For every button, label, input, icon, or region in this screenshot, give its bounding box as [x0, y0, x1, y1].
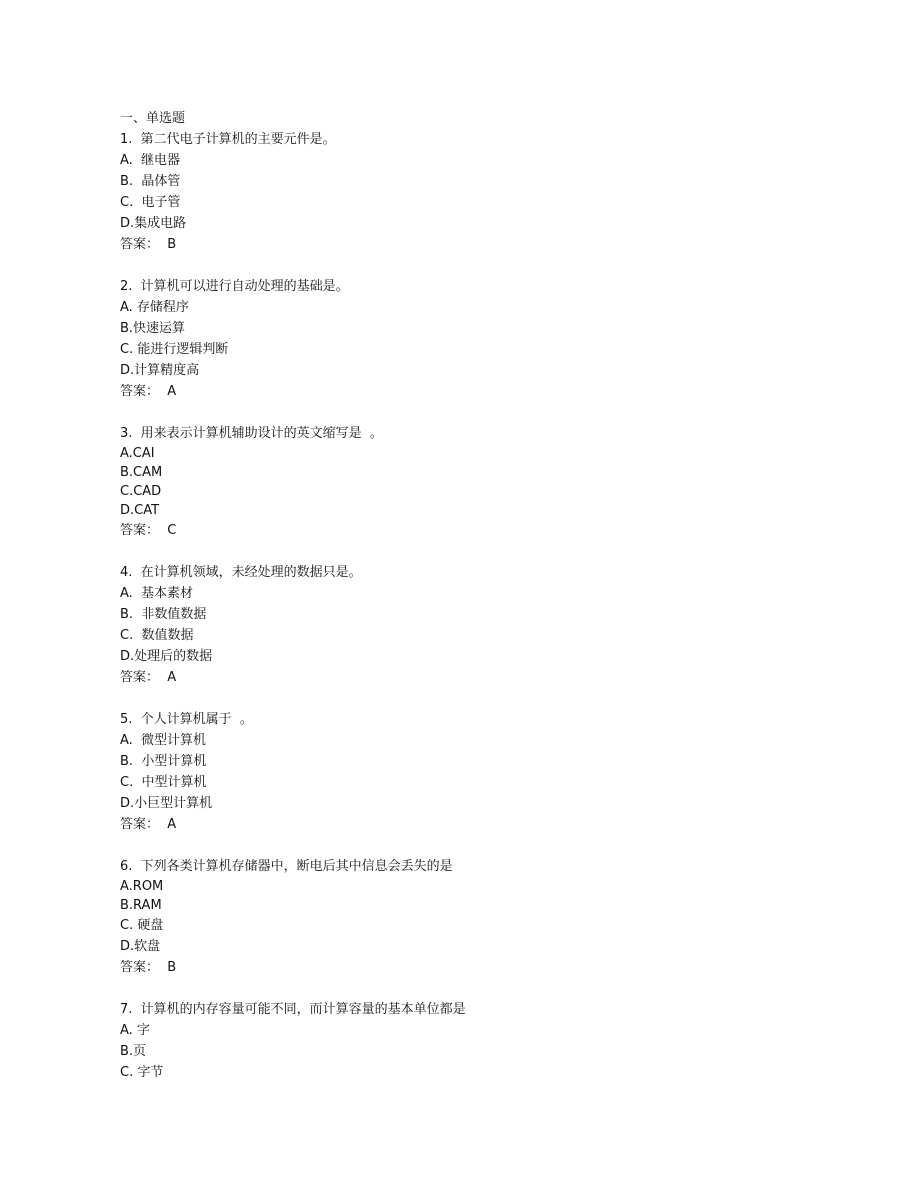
- question-text: 6. 下列各类计算机存储器中，断电后其中信息会丢失的是: [120, 859, 453, 874]
- option: A. 继电器: [120, 153, 181, 168]
- option: C.CAD: [120, 484, 162, 499]
- spacer: [120, 402, 820, 423]
- option: C. 能进行逻辑判断: [120, 342, 229, 357]
- answer: 答案： A: [120, 817, 177, 832]
- option: B. 小型计算机: [120, 754, 207, 769]
- option: B.CAM: [120, 465, 163, 480]
- option: D.CAT: [120, 503, 160, 518]
- option: A.CAI: [120, 446, 155, 461]
- spacer: [120, 255, 820, 276]
- question-text: 2. 计算机可以进行自动处理的基础是。: [120, 279, 349, 294]
- answer: 答案： A: [120, 384, 177, 399]
- section-title: 一、单选题: [120, 111, 186, 126]
- question-text: 5. 个人计算机属于 。: [120, 712, 253, 727]
- option: D.计算精度高: [120, 363, 200, 378]
- option: D.处理后的数据: [120, 649, 213, 664]
- option: A. 字: [120, 1023, 150, 1038]
- option: C. 中型计算机: [120, 775, 207, 790]
- option: C. 字节: [120, 1065, 164, 1080]
- option: B. 晶体管: [120, 174, 181, 189]
- option: A.ROM: [120, 879, 164, 894]
- question-text: 1. 第二代电子计算机的主要元件是。: [120, 132, 336, 147]
- option: C. 硬盘: [120, 918, 164, 933]
- option: D.小巨型计算机: [120, 796, 213, 811]
- option: D.软盘: [120, 939, 161, 954]
- spacer: [120, 541, 820, 562]
- option: C. 电子管: [120, 195, 181, 210]
- option: D.集成电路: [120, 216, 187, 231]
- answer: 答案： B: [120, 237, 177, 252]
- spacer: [120, 688, 820, 709]
- option: B.快速运算: [120, 321, 186, 336]
- question-text: 4. 在计算机领域，未经处理的数据只是。: [120, 565, 362, 580]
- option: B. 非数值数据: [120, 607, 207, 622]
- option: A. 微型计算机: [120, 733, 207, 748]
- option: C. 数值数据: [120, 628, 194, 643]
- spacer: [120, 835, 820, 856]
- question-text: 3. 用来表示计算机辅助设计的英文缩写是 。: [120, 426, 383, 441]
- document-page: [120, 108, 820, 1083]
- option: A. 基本素材: [120, 586, 194, 601]
- answer: 答案： B: [120, 960, 177, 975]
- option: A. 存储程序: [120, 300, 189, 315]
- answer: 答案： A: [120, 670, 177, 685]
- answer: 答案： C: [120, 523, 177, 538]
- option: B.RAM: [120, 898, 162, 913]
- spacer: [120, 978, 820, 999]
- question-text: 7. 计算机的内存容量可能不同，而计算容量的基本单位都是: [120, 1002, 466, 1017]
- option: B.页: [120, 1044, 147, 1059]
